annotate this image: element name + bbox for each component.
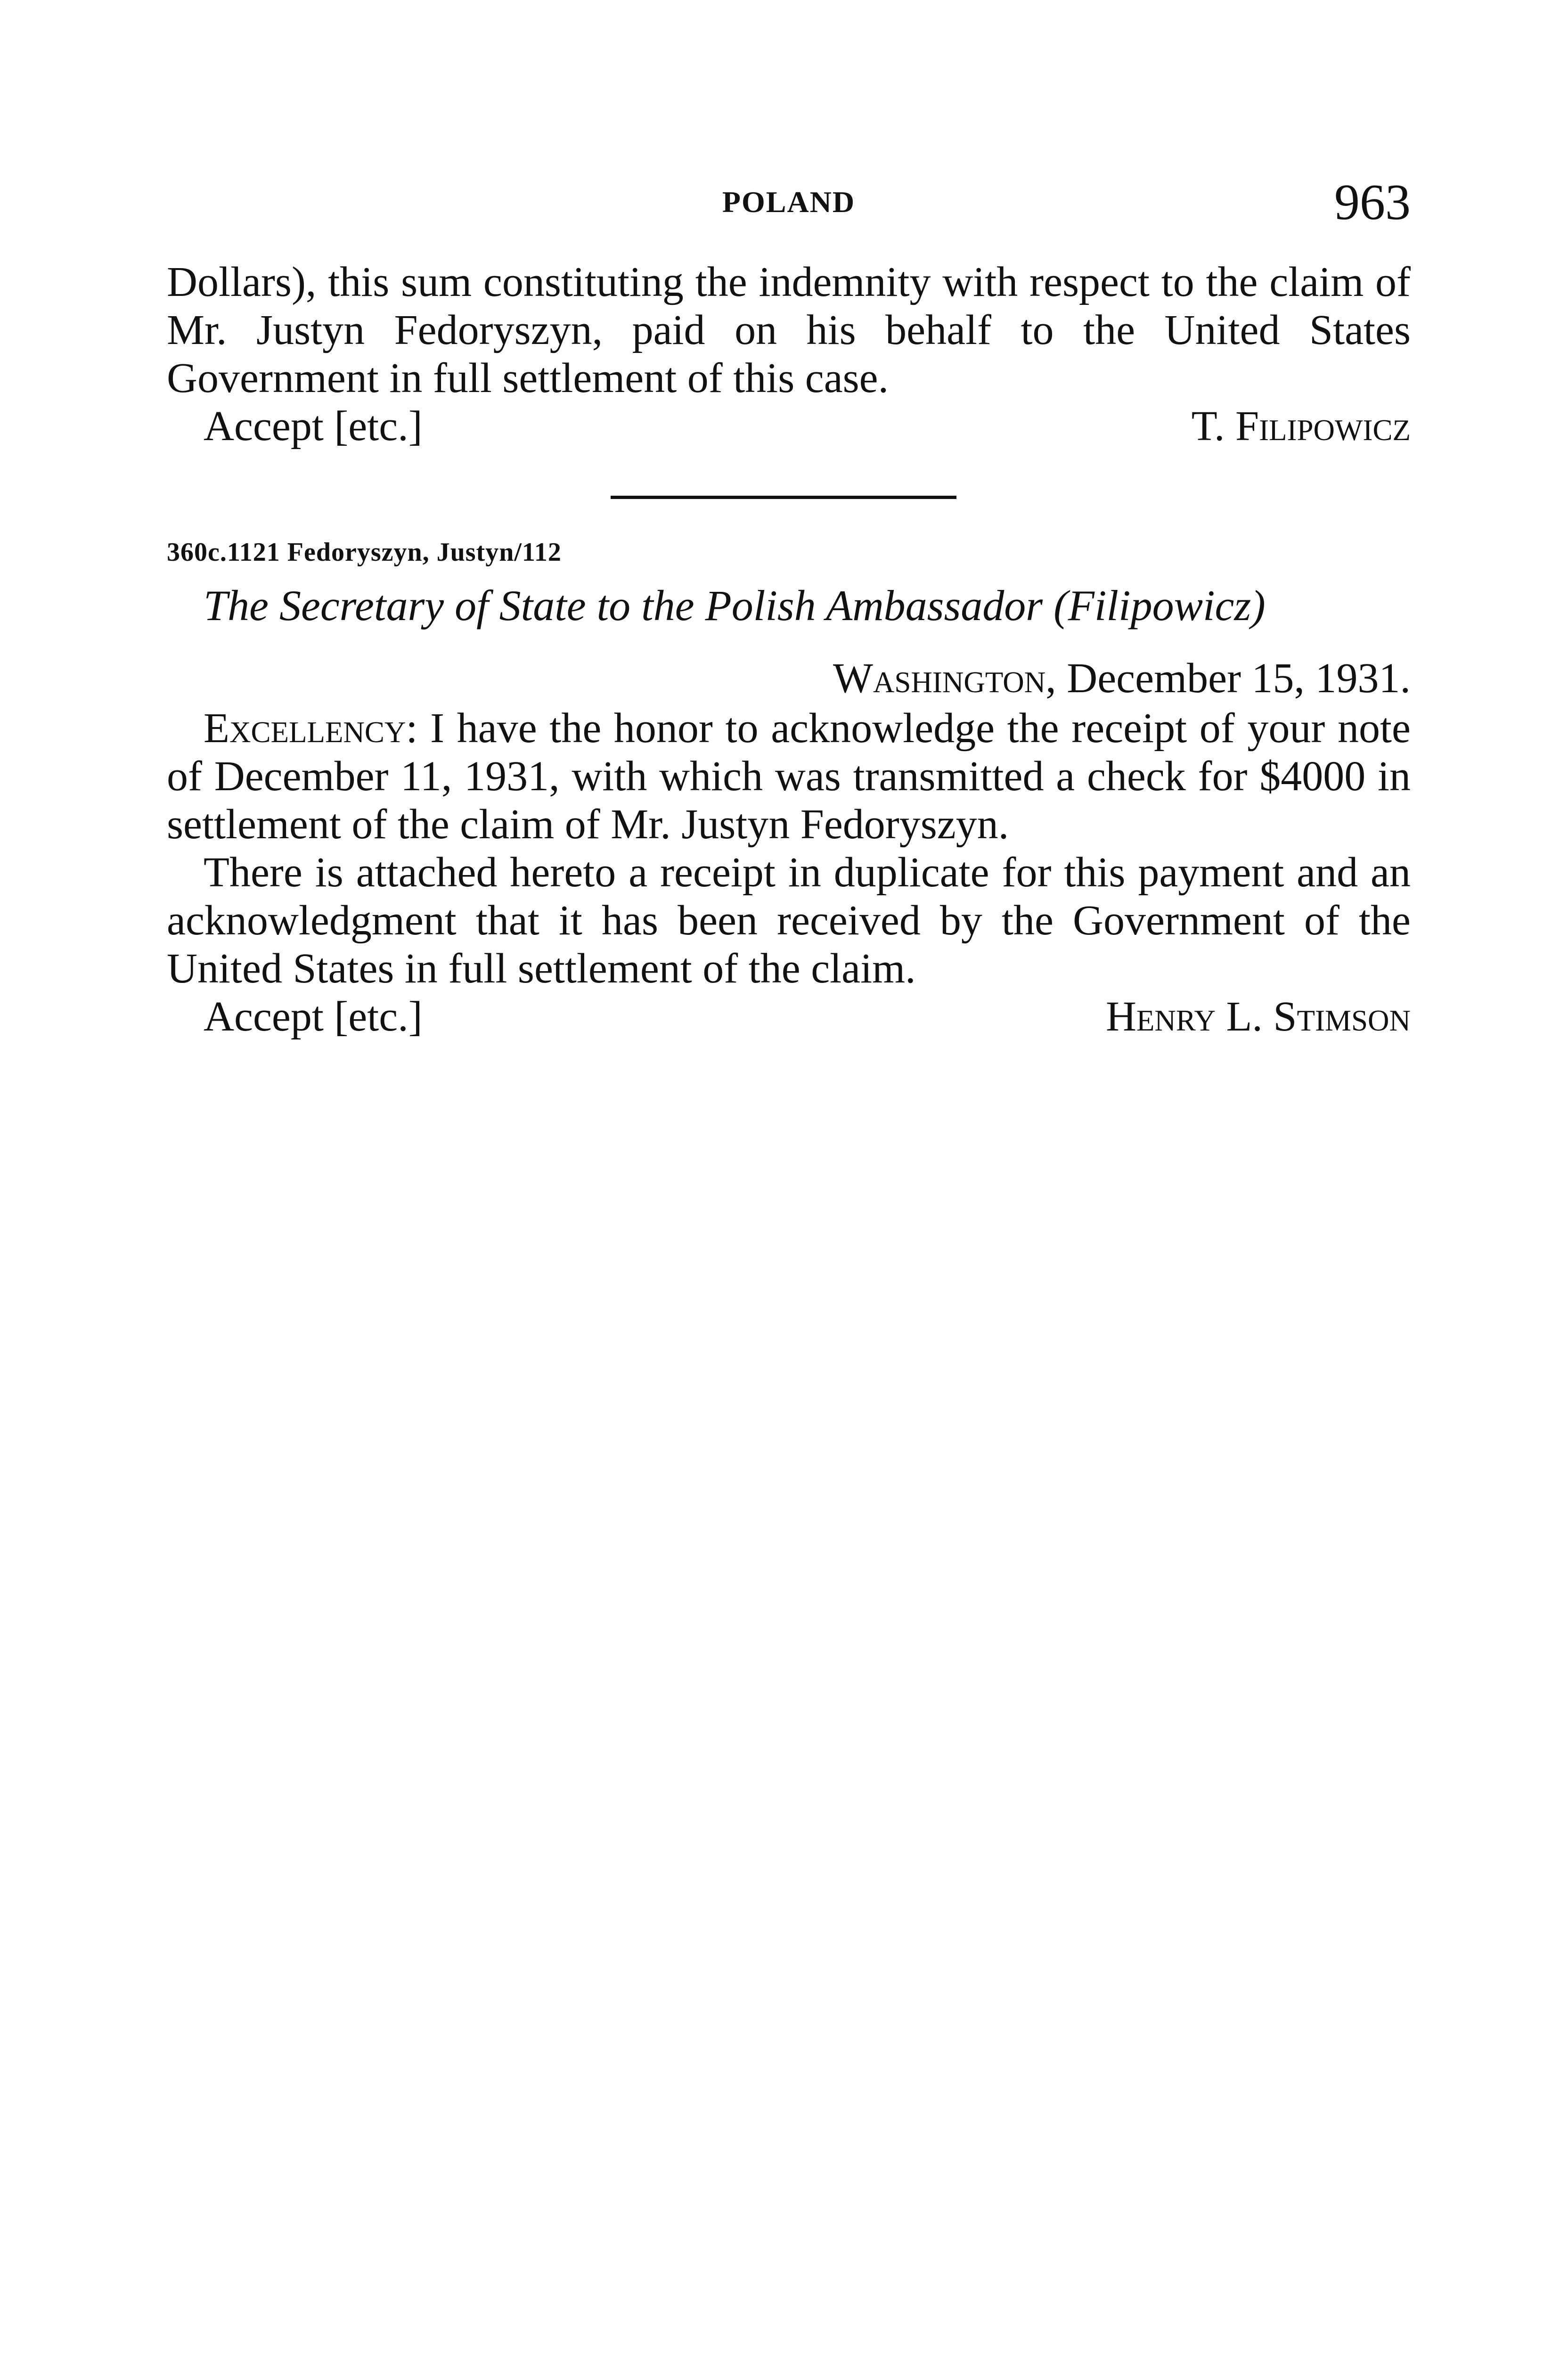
- file-reference: 360c.1121 Fedoryszyn, Justyn/112: [167, 538, 562, 567]
- second-signature: Henry L. Stimson: [1105, 993, 1411, 1040]
- first-accept: Accept [etc.]: [204, 403, 423, 450]
- paragraph-1-text: I have the honor to acknowledge the receipt of your note of December 11, 1931, with which was transmitted a check for $4000 in settlement of the claim of Mr. Justyn Fedoryszyn.: [167, 705, 1411, 848]
- second-accept: Accept [etc.]: [204, 993, 423, 1040]
- continuation-paragraph: Dollars), this sum constituting the indemnity with respect to the claim of Mr. Justyn Fedoryszyn, paid on his behalf to the United States Government in full settlement of this case.: [167, 259, 1411, 401]
- salutation-separator: :: [406, 705, 431, 752]
- document-title: The Secretary of State to the Polish Ambassador (Filipowicz): [204, 581, 1266, 630]
- dateline: [167, 654, 1411, 703]
- salutation: Excellency: [204, 705, 406, 752]
- letter-paragraph-2: There is attached hereto a receipt in duplicate for this payment and an acknowledgment that it has been received by the Government of the United States in full settlement of the claim.: [167, 849, 1411, 992]
- first-document: [167, 258, 1411, 450]
- running-header: [167, 174, 1411, 232]
- first-signature: T. Filipowicz: [1191, 403, 1411, 450]
- running-title: POLAND: [722, 185, 856, 219]
- section-divider: [611, 496, 956, 499]
- page-number: 963: [1334, 174, 1411, 230]
- second-closing: [167, 993, 1411, 1041]
- dateline-place: Washington: [833, 655, 1046, 702]
- first-closing: [167, 402, 1411, 450]
- dateline-date: , December 15, 1931.: [1045, 655, 1411, 702]
- letter-paragraph-1: [167, 704, 1411, 849]
- second-document: [167, 537, 1411, 1041]
